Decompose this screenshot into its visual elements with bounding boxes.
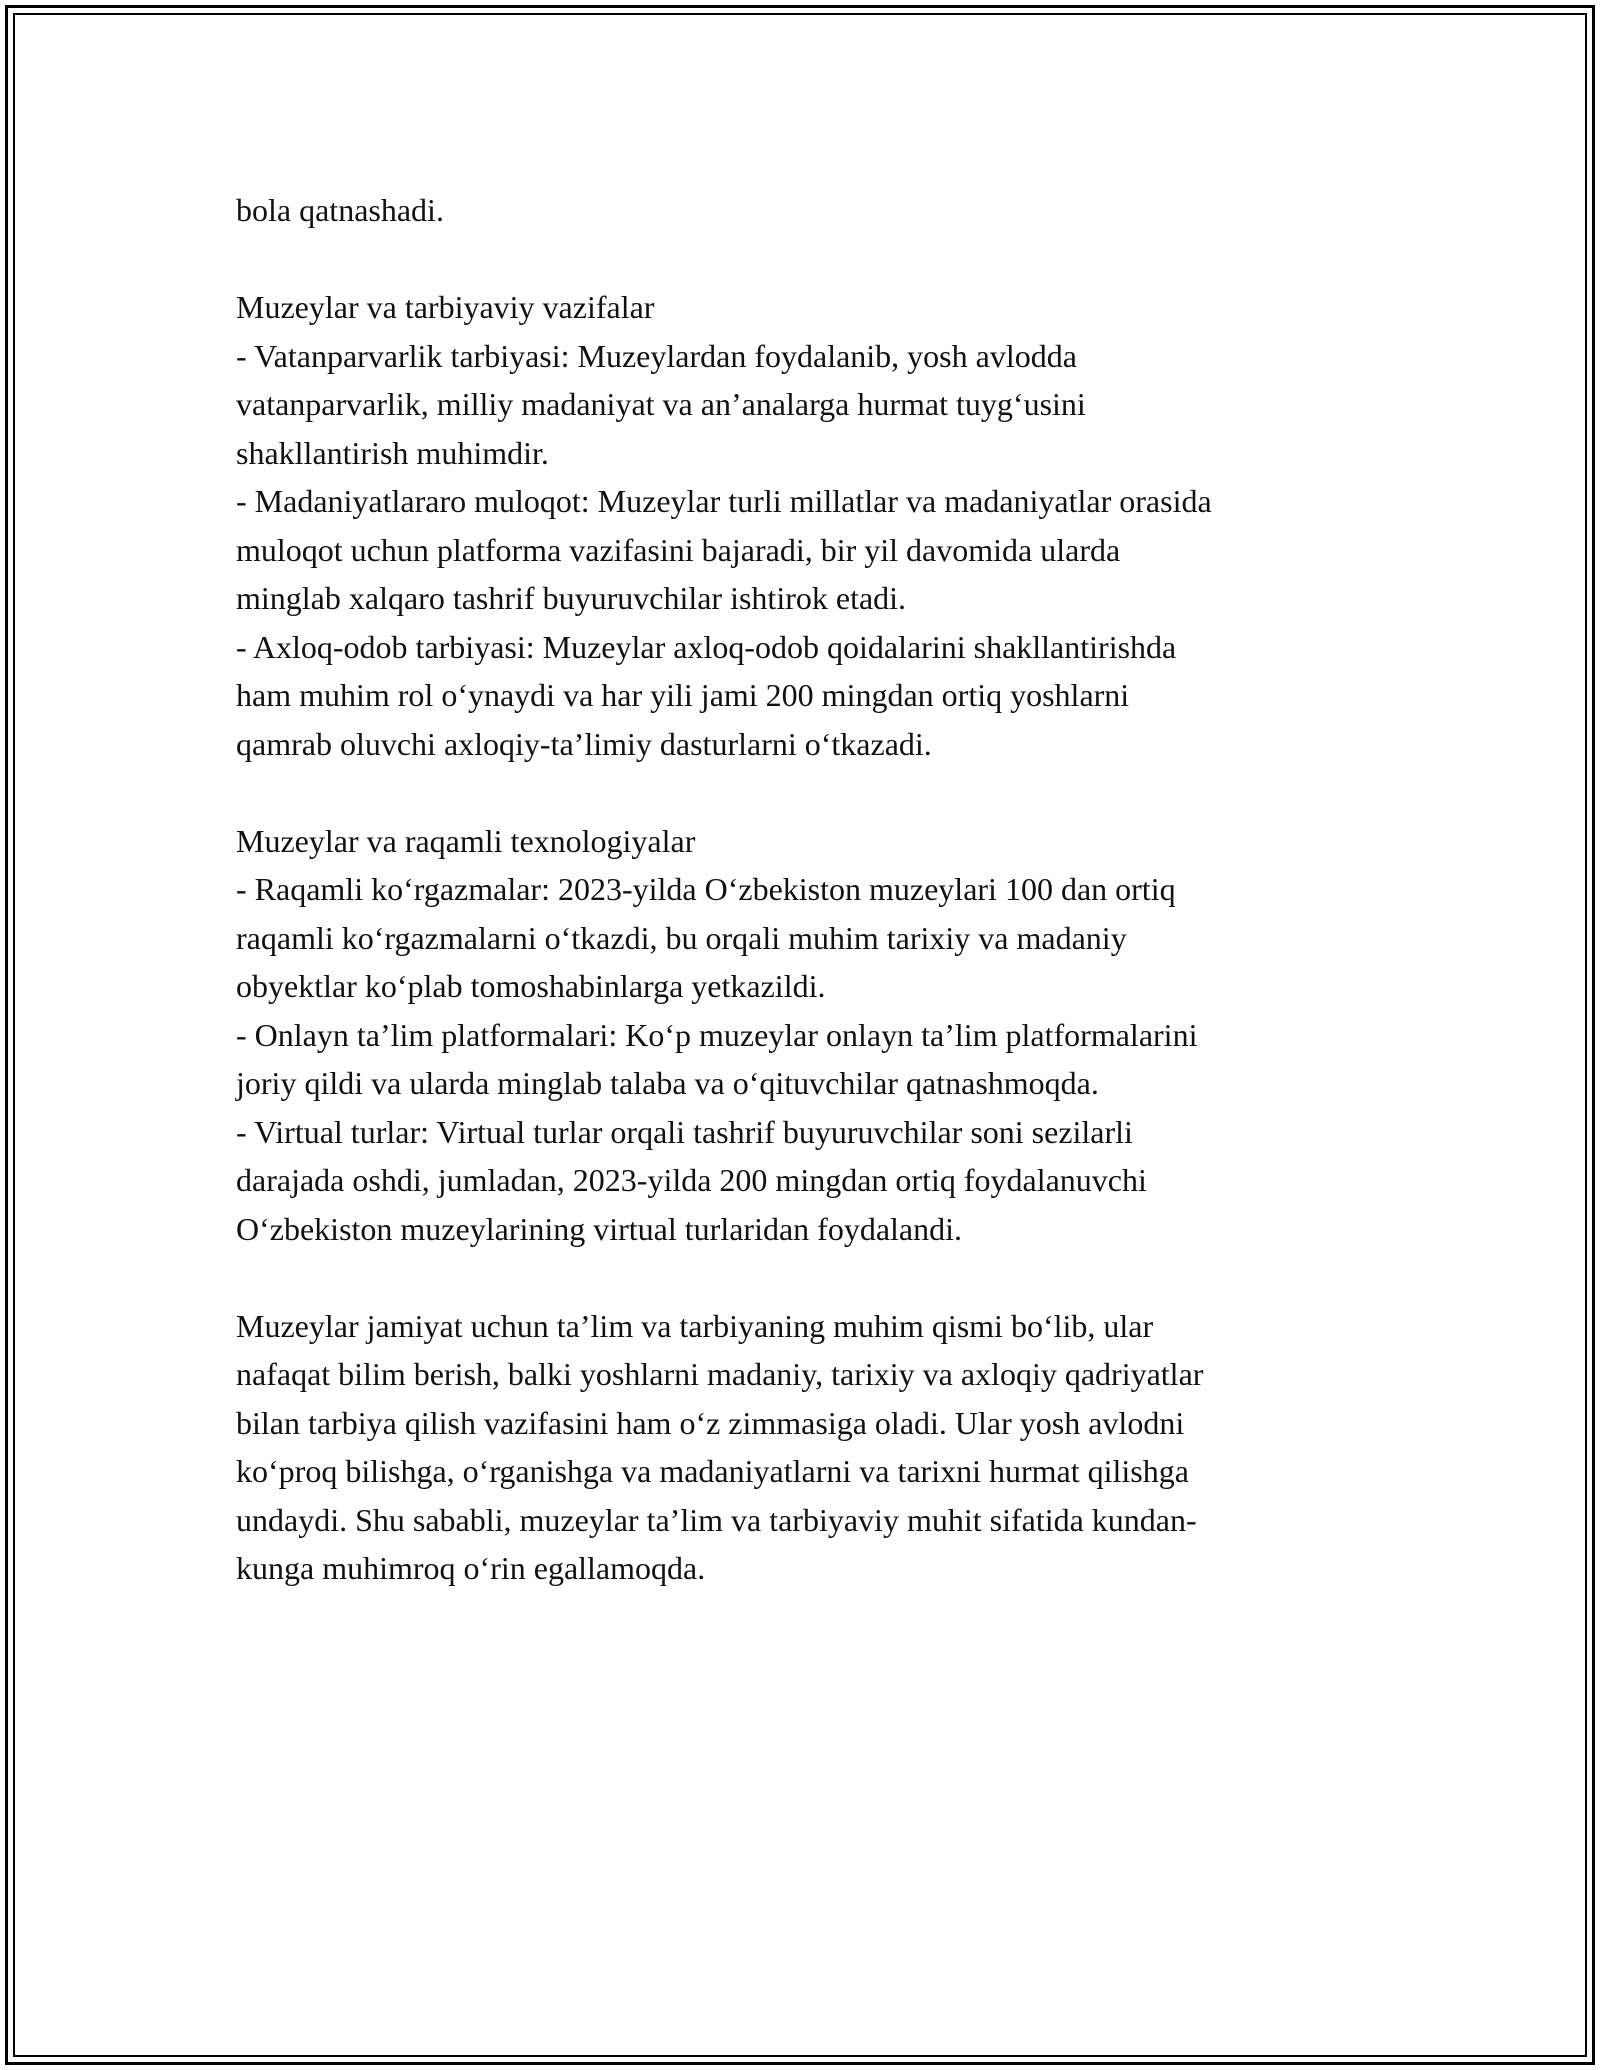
text-line: bola qatnashadi. [236,192,444,228]
text-line: qamrab oluvchi axloqiy-ta’limiy dasturlarni o‘tkazadi. [236,725,932,762]
section-heading: Muzeylar va raqamli texnologiyalar [236,822,696,859]
text-line: ko‘proq bilishga, o‘rganishga va madaniyatlarni va tarixni hurmat qilishga [236,1453,1189,1489]
text-line: Muzeylar jamiyat uchun ta’lim va tarbiyaning muhim qismi bo‘lib, ular [236,1307,1154,1344]
list-item [236,332,1376,478]
text-line: raqamli ko‘rgazmalarni o‘tkazdi, bu orqali muhim tarixiy va madaniy [236,919,1127,956]
text-line: bilan tarbiya qilish vazifasini ham o‘z zimmasiga oladi. Ular yosh avlodni [236,1404,1185,1441]
conclusion-paragraph [236,1302,1376,1593]
list-item [236,1108,1376,1254]
text-line: O‘zbekiston muzeylarining virtual turlaridan foydalandi. [236,1210,962,1247]
section-tarbiyaviy [236,283,1376,768]
text-line: - Raqamli ko‘rgazmalar: 2023-yilda O‘zbekiston muzeylari 100 dan ortiq [236,871,1176,907]
text-line: joriy qildi va ularda minglab talaba va o‘qituvchilar qatnashmoqda. [236,1065,1099,1101]
text-line: obyektlar ko‘plab tomoshabinlarga yetkazildi. [236,968,826,1004]
text-line: minglab xalqaro tashrif buyuruvchilar ishtirok etadi. [236,580,907,616]
text-line: - Axloq-odob tarbiyasi: Muzeylar axloq-odob qoidalarini shakllantirishda [236,628,1177,665]
text-line: shakllantirish muhimdir. [236,434,549,471]
section-heading: Muzeylar va tarbiyaviy vazifalar [236,289,655,325]
text-line: darajada oshdi, jumladan, 2023-yilda 200 mingdan ortiq foydalanuvchi [236,1162,1147,1198]
text-line: ham muhim rol o‘ynaydi va har yili jami 200 mingdan ortiq yoshlarni [236,677,1130,713]
text-line: undaydi. Shu sababli, muzeylar ta’lim va tarbiyaviy muhit sifatida kundan- [236,1501,1197,1538]
text-line: - Virtual turlar: Virtual turlar orqali tashrif buyuruvchilar soni sezilarli [236,1113,1133,1150]
list-item [236,1011,1376,1108]
section-raqamli [236,817,1376,1254]
list-item [236,623,1376,769]
intro-paragraph [236,186,1376,235]
text-line: vatanparvarlik, milliy madaniyat va an’analarga hurmat tuyg‘usini [236,386,1086,422]
document-body [236,186,1376,1593]
text-line: - Onlayn ta’lim platformalari: Ko‘p muzeylar onlayn ta’lim platformalarini [236,1016,1198,1053]
list-item [236,865,1376,1011]
text-line: - Vatanparvarlik tarbiyasi: Muzeylardan foydalanib, yosh avlodda [236,337,1077,374]
paragraph-gap [236,768,1376,817]
text-line: - Madaniyatlararo muloqot: Muzeylar turli millatlar va madaniyatlar orasida [236,483,1212,519]
text-line: nafaqat bilim berish, balki yoshlarni madaniy, tarixiy va axloqiy qadriyatlar [236,1356,1204,1392]
text-line: kunga muhimroq o‘rin egallamoqda. [236,1550,706,1586]
list-item [236,477,1376,623]
text-line: muloqot uchun platforma vazifasini bajaradi, bir yil davomida ularda [236,531,1121,568]
paragraph-gap [236,235,1376,284]
paragraph-gap [236,1253,1376,1302]
